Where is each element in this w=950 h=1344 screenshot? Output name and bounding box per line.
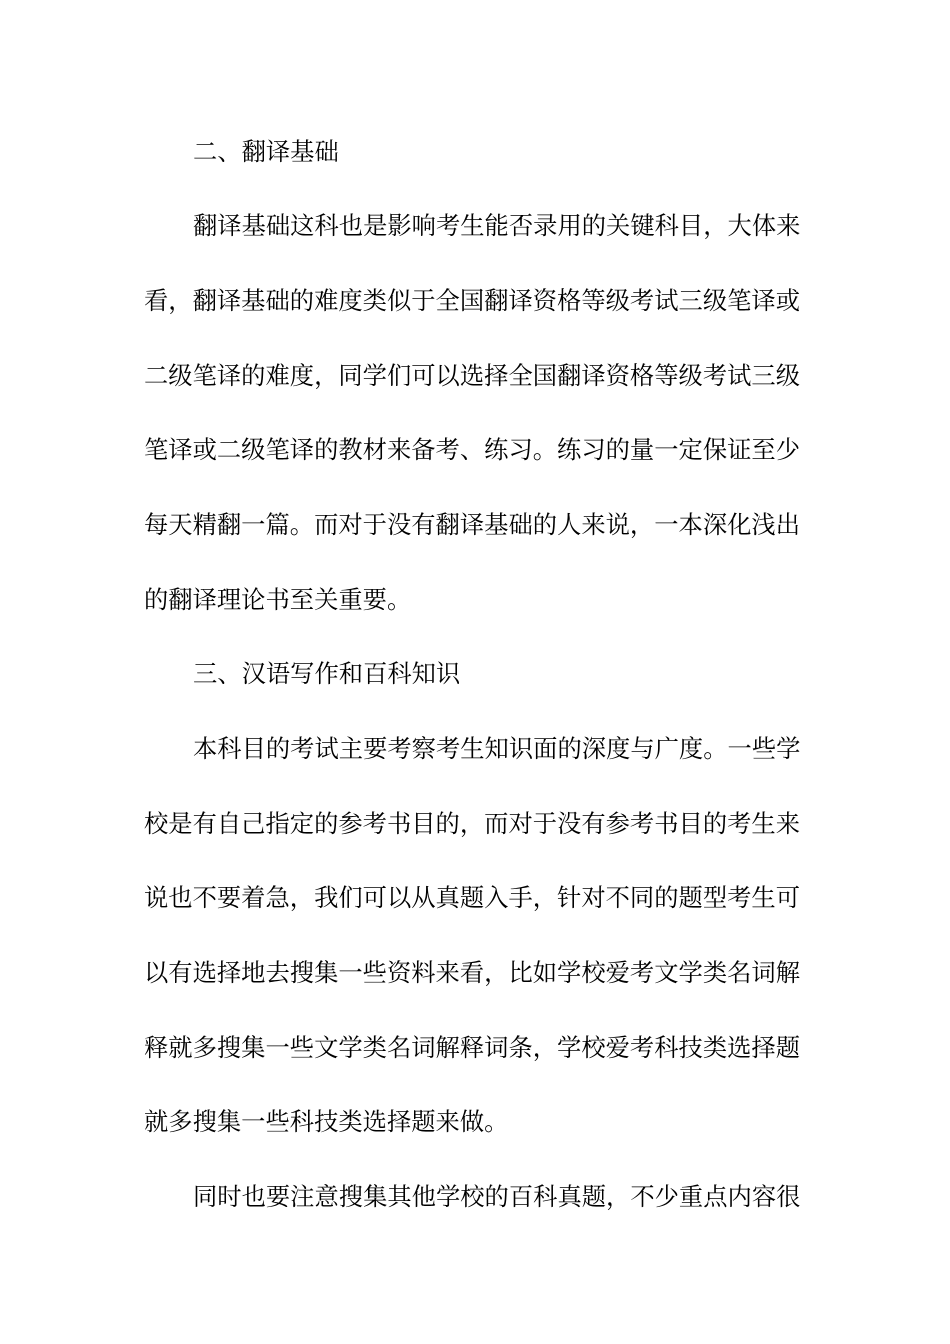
- paragraph-line: 每天精翻一篇。而对于没有翻译基础的人来说，一本深化浅出: [144, 510, 801, 539]
- paragraph-line: 翻译基础这科也是影响考生能否录用的关键科目，大体来: [193, 211, 801, 240]
- paragraph-line: 的翻译理论书至关重要。: [144, 585, 412, 614]
- paragraph-line: 释就多搜集一些文学类名词解释词条，学校爱考科技类选择题: [144, 1033, 801, 1062]
- section-heading-writing-and-encyclopedia: 三、汉语写作和百科知识: [193, 659, 461, 688]
- paragraph-line: 同时也要注意搜集其他学校的百科真题，不少重点内容很: [193, 1182, 801, 1211]
- paragraph-line: 二级笔译的难度，同学们可以选择全国翻译资格等级考试三级: [144, 361, 801, 390]
- paragraph-line: 校是有自己指定的参考书目的，而对于没有参考书目的考生来: [144, 809, 801, 838]
- paragraph-line: 就多搜集一些科技类选择题来做。: [144, 1107, 509, 1136]
- paragraph-line: 本科目的考试主要考察考生知识面的深度与广度。一些学: [193, 734, 801, 763]
- paragraph-line: 以有选择地去搜集一些资料来看，比如学校爱考文学类名词解: [144, 958, 801, 987]
- paragraph-line: 说也不要着急，我们可以从真题入手，针对不同的题型考生可: [144, 883, 801, 912]
- paragraph-line: 笔译或二级笔译的教材来备考、练习。练习的量一定保证至少: [144, 435, 801, 464]
- section-heading-translation-basics: 二、翻译基础: [193, 137, 339, 166]
- paragraph-line: 看，翻译基础的难度类似于全国翻译资格等级考试三级笔译或: [144, 286, 801, 315]
